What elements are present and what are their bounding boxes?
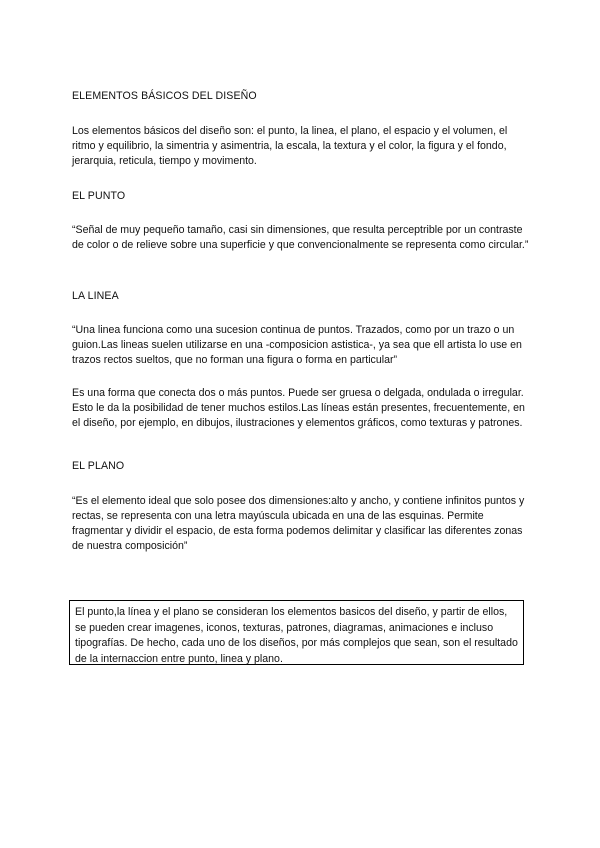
linea-definition-paragraph: “Una linea funciona como una sucesion continua de puntos. Trazados, como por un trazo o un guion.Las lineas suelen utilizarse en una -composicion astistica-, ya sea que ell artista lo use en trazos rectos sueltos, que no forman una figura o forma en particular” [72, 324, 522, 366]
intro-paragraph: Los elementos básicos del diseño son: el punto, la linea, el plano, el espacio y el volumen, el ritmo y equilibrio, la simentria y asimentria, la escala, la textura y el color, la figura y el fondo, jerarquia, reticula, tiempo y movimento. [72, 125, 508, 167]
document-title: ELEMENTOS BÁSICOS DEL DISEÑO [72, 90, 257, 102]
summary-box [69, 600, 524, 665]
plano-definition-paragraph: “Es el elemento ideal que solo posee dos dimensiones:alto y ancho, y contiene infinitos puntos y rectas, se representa con una letra mayúscula ubicada en una de las esquinas. Permite fragmentar y dividir el espacio, de esta forma podemos delimitar y clasificar las diferentes zonas de nuestra composición” [72, 495, 525, 552]
section-heading-punto: EL PUNTO [72, 190, 126, 202]
section-heading-plano: EL PLANO [72, 460, 125, 472]
punto-definition-paragraph: “Señal de muy pequeño tamaño, casi sin dimensiones, que resulta perceptrible por un contraste de color o de relieve sobre una superficie y que convencionalmente se representa como circular.” [72, 224, 529, 251]
section-heading-linea: LA LINEA [72, 290, 119, 302]
summary-text: El punto,la línea y el plano se consideran los elementos basicos del diseño, y partir de ellos, se pueden crear imagenes, iconos, texturas, patrones, diagramas, animaciones e incluso tipografías. De hecho, cada uno de los diseños, por más complejos que sean, son el resultado de la internaccion entre punto, linea y plano. [75, 606, 518, 665]
linea-description-paragraph: Es una forma que conecta dos o más puntos. Puede ser gruesa o delgada, ondulada o irregular. Esto le da la posibilidad de tener muchos estilos.Las líneas están presentes, frecuentemente, en el diseño, por ejemplo, en dibujos, ilustraciones y elementos gráficos, como texturas y patrones. [72, 387, 525, 429]
